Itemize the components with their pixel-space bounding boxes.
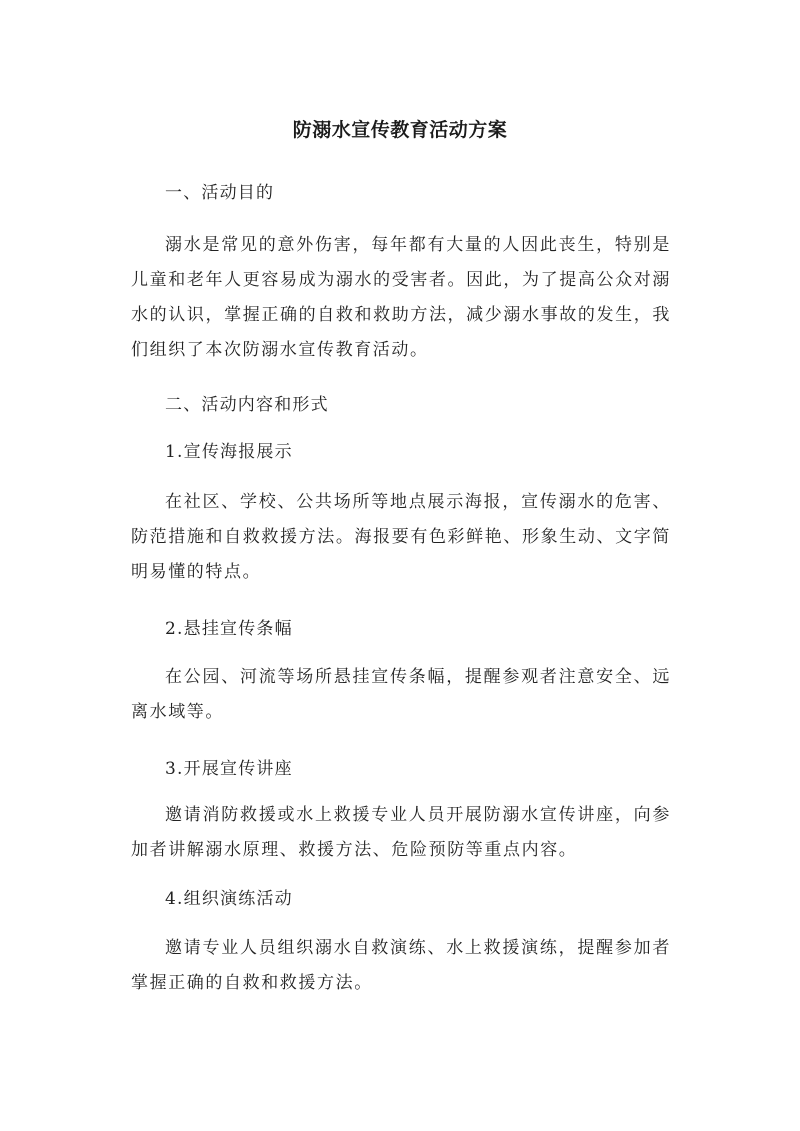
paragraph-poster-display: 在社区、学校、公共场所等地点展示海报，宣传溺水的危害、防范措施和自救救援方法。海报要有色彩鲜艳、形象生动、文字简明易懂的特点。 bbox=[131, 492, 671, 582]
subheading-lectures: 3.开展宣传讲座 bbox=[165, 759, 293, 779]
subheading-drills: 4.组织演练活动 bbox=[165, 889, 293, 909]
paragraph-hang-banners: 在公园、河流等场所悬挂宣传条幅，提醒参观者注意安全、远离水域等。 bbox=[131, 667, 671, 722]
paragraph-drills: 邀请专业人员组织溺水自救演练、水上救援演练，提醒参加者掌握正确的自救和救援方法。 bbox=[131, 938, 671, 993]
section-heading-activity-purpose: 一、活动目的 bbox=[165, 183, 275, 203]
paragraph-activity-purpose: 溺水是常见的意外伤害，每年都有大量的人因此丧生，特别是儿童和老年人更容易成为溺水的受害者。因此，为了提高公众对溺水的认识，掌握正确的自救和救助方法，减少溺水事故的发生，我们组织了本次防溺水宣传教育活动。 bbox=[131, 235, 671, 360]
page-title: 防溺水宣传教育活动方案 bbox=[292, 119, 508, 141]
subheading-poster-display: 1.宣传海报展示 bbox=[165, 442, 293, 462]
section-heading-content-and-form: 二、活动内容和形式 bbox=[165, 395, 329, 415]
subheading-hang-banners: 2.悬挂宣传条幅 bbox=[165, 619, 293, 639]
paragraph-lectures: 邀请消防救援或水上救援专业人员开展防溺水宣传讲座，向参加者讲解溺水原理、救援方法、危险预防等重点内容。 bbox=[131, 805, 671, 860]
